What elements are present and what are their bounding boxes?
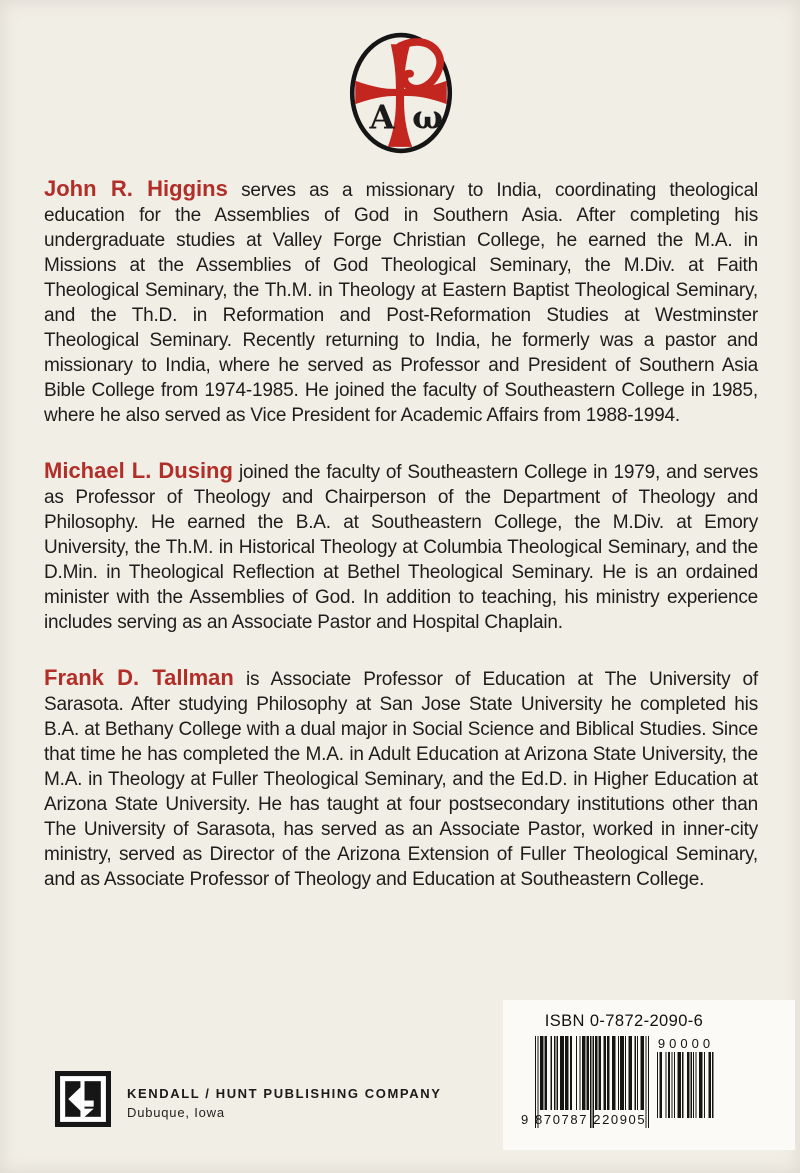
bio-text: is Associate Professor of Education at The University of Sarasota. After studying Philosophy at San Jose State University he completed his B.A. at Bethany College with a dual major in Social Science and Biblical Studies. Since that time he has completed the M.A. in Adult Education at Arizona State University, the M.A. in Theology at Fuller Theological Seminary, and the Ed.D. in Higher Education at Arizona State University. He has taught at four postsecondary institutions other than The University of Sarasota, has served as an Associate Pastor, worked in inner-city ministry, served as Director of the Arizona Extension of Fuller Theological Seminary, and as Associate Professor of Theology and Education at Southeastern College. bbox=[44, 669, 758, 890]
kendall-hunt-logo-icon bbox=[55, 1071, 111, 1127]
addon-barcode bbox=[657, 1052, 715, 1118]
bio-paragraph-tallman bbox=[44, 665, 758, 892]
publisher-name: KENDALL / HUNT PUBLISHING COMPANY bbox=[127, 1086, 442, 1101]
author-name: Frank D. Tallman bbox=[44, 665, 234, 690]
bio-paragraph-higgins bbox=[44, 176, 758, 428]
author-name: Michael L. Dusing bbox=[44, 458, 233, 483]
bio-text: joined the faculty of Southeastern College in 1979, and serves as Professor of Theology and Chairperson of the Department of Theology and Philosophy. He earned the B.A. at Southeastern College, the M.Div. at Emory University, the Th.M. in Historical Theology at Columbia Theological Seminary, and the D.Min. in Theological Reflection at Bethel Theological Seminary. He is an ordained minister with the Assemblies of God. In addition to teaching, his ministry experience includes serving as an Associate Pastor and Hospital Chaplain. bbox=[44, 462, 758, 633]
publisher-location: Dubuque, Iowa bbox=[127, 1105, 225, 1120]
omega-letter: ω bbox=[412, 97, 444, 137]
isbn-label: ISBN 0-7872-2090-6 bbox=[544, 1012, 704, 1030]
ean-digits: 9 870787 220905 bbox=[521, 1112, 647, 1127]
bio-paragraph-dusing bbox=[44, 458, 758, 635]
author-name: John R. Higgins bbox=[44, 176, 228, 201]
publisher-block bbox=[127, 1086, 442, 1120]
chi-rho-alpha-omega-icon bbox=[348, 31, 454, 155]
bio-section bbox=[44, 176, 758, 922]
alpha-letter: A bbox=[369, 97, 395, 137]
bio-text: serves as a missionary to India, coordinating theological education for the Assemblies of God in Southern Asia. After completing his undergraduate studies at Valley Forge Christian College, he earned the M.A. in Missions at the Assemblies of God Theological Seminary, the M.Div. at Faith Theological Seminary, the Th.M. in Theology at Eastern Baptist Theological Seminary, and the Th.D. in Reformation and Post-Reformation Studies at Westminster Theological Seminary. Recently returning to India, he formerly was a pastor and missionary to India, where he served as Professor and President of Southern Asia Bible College from 1974-1985. He joined the faculty of Southeastern College in 1985, where he also served as Vice President for Academic Affairs from 1988-1994. bbox=[44, 180, 758, 426]
addon-digits: 90000 bbox=[657, 1036, 715, 1051]
